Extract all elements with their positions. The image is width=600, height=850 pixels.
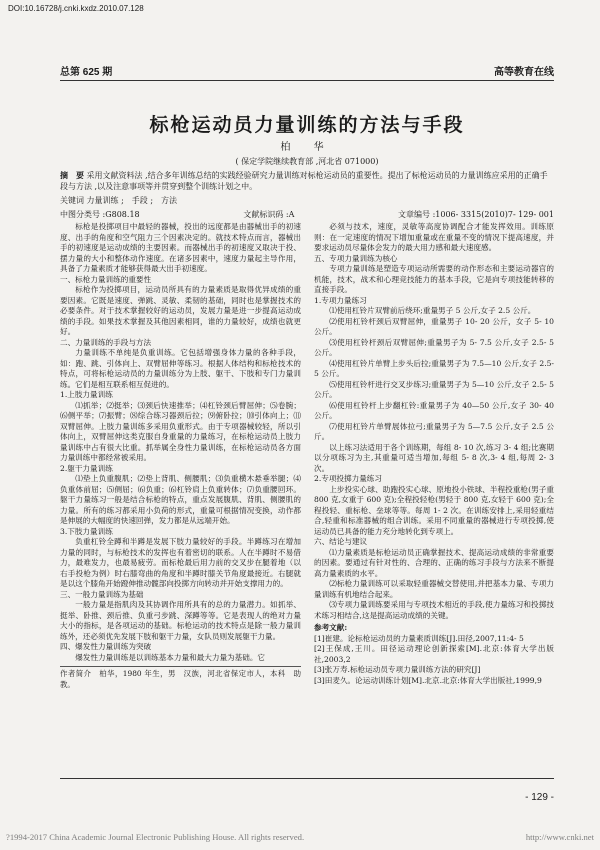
abstract-text: 采用文献资料法 ,结合多年训练总结的实践经验研究力量训练对标枪运动员的重要性。提出了标枪运动员的力量训练应采用的正确手段与方法 ,以及注意事项等并贯穿到整个训练计划之中。 — [60, 171, 548, 191]
paragraph: ⑶专项力量训练要采用与专项技术相近的手段,使力量练习和投掷技术练习相结合,这是提高运动成绩的关键。 — [314, 600, 554, 620]
paragraph: 必须与技术，速度，灵敏等高度协调配合才能发挥效用。训练原则：在一定速度的情况下增加重量或在重量不变的情况下提高速度，并要求运动员尽量体会发力的最大用力感和最大速度感。 — [314, 222, 554, 252]
paragraph: ⑴使用杠铃片双臂前后绕环;重量男子 5 公斤,女子 2.5 公斤。 — [329, 306, 536, 315]
section-heading: 二、力量训练的手段与方法 — [60, 337, 152, 347]
keywords-text: 力量训练 ; 手段 ; 方法 — [86, 196, 178, 205]
paragraph: 一般力量是指肌肉及其协调作用所具有的总的力量潜力。如抓举、挺举、卧推、颈后推、负重弓步跳、深蹲等等。它是表现人的绝对力量大小的指标，是各项运动的基础。标枪运动的技术特点是除一般力量训练外，还必须优先发展下肢和躯干力量，女队员则发展躯干力量。 — [60, 600, 301, 641]
paragraph: 上步投实心球、助跑投实心球、原地投小铁球、半程投重枪(男子重 800 克,女重于 600 克);全程投轻枪(男轻于 800 克,女轻于 600 克);全程投轻、重标枪、垒球等等。每周 1- 2 次。在训练安排上,采用轻重结合,轻重和标准器械的组合训练。采用不同重量的器械进行专项投掷,使运动员已具备的能力充分地转化到专项上。 — [314, 484, 554, 536]
left-column — [60, 222, 301, 724]
paragraph: ⑹使用杠铃杆上步翻杠铃:重量男子为 40—50 公斤,女子 30- 40 公斤。 — [314, 400, 554, 420]
paragraph: ⑴力量素质是标枪运动员正确掌握技术、提高运动成绩的非常重要的因素。要通过有针对性的、合理的、正确的练习手段与方法来不断提高力量素质的水平。 — [314, 547, 554, 578]
reference-item: [3]张万寿.标枪运动员专项力量训练方法的研究[J] — [314, 665, 481, 674]
paragraph: 标枪作为投掷项目，运动员所具有的力量素质是取得优异成绩的重要因素。它既是速度、弹跳、灵敏、柔韧的基础，同时也是掌握技术的必要条件。对于技术掌握较好的运动员，发展力量是进一步提高运动成绩的手段。如果技术掌握及其他因素相同，谁的力量较好，成绩也就更好。 — [60, 285, 301, 336]
paragraph: ⑷使用杠铃片单臂上步头后拉;重量男子为 7.5—10 公斤,女子 2.5- 5 公斤。 — [314, 358, 554, 378]
author-name: 柏 华 — [280, 142, 334, 153]
paragraph: ⑺使用杠铃片单臂展体拉弓;重量男子为 5—7.5 公斤,女子 2.5 公斤。 — [314, 421, 554, 441]
doi-label: DOI:10.16728/j.cnki.kxdz.2010.07.128 — [8, 4, 144, 13]
author-affiliation: ( 保定学院继续教育部 ,河北省 071000) — [235, 157, 379, 166]
keywords — [60, 195, 554, 206]
section-heading: 1.专项力量练习 — [314, 295, 367, 305]
section-heading: 2.躯干力量训练 — [60, 463, 113, 473]
reference-item: [3]田麦久。论运动训练计划[M].北京.北京:体育大学出版社,1999,9 — [314, 675, 542, 685]
paragraph: ⑴抓举；⑵挺举；⑶颈后快速推举；⑷杠铃颈后臂屈伸；⑸卷腕；⑹侧平举；⑺振臂；⑻综合练习器颈后拉；⑼俯卧拉；⑽引体向上；⑾双臂屈伸。上肢力量训练多采用负重形式。由于专项器械较轻，所以引体向上，双臂屈伸这类克服自身重量的力量练习，在标枪运动员上肢力量训练中占有很大比重。抓举属全身性力量训练，在标枪运动员各方面力量训练中都经常被采用。 — [60, 400, 301, 462]
running-header — [60, 62, 554, 78]
paragraph: ⑵使用杠铃杆颈后双臂屈伸，重量男子 10- 20 公斤，女子 5- 10 公斤。 — [314, 316, 554, 336]
reference-item: [1]崔建。论标枪运动员的力量素质训练[J].田径,2007,11:4- 5 — [314, 633, 524, 643]
section-heading: 六、结论与建议 — [314, 537, 368, 546]
copyright-text: ?1994-2017 China Academic Journal Electronic Publishing House. All rights reserved. — [6, 832, 305, 842]
right-column — [314, 222, 554, 724]
section-heading: 五、专项力量训练为核心 — [314, 253, 398, 263]
section-heading: 1.上肢力量训练 — [60, 390, 113, 399]
header-rule — [60, 80, 554, 81]
classification-row — [60, 209, 554, 220]
references-heading: 参考文献: — [314, 623, 348, 632]
copyright-footer — [6, 832, 594, 842]
paragraph: 负重杠铃全蹲和半蹲是发展下肢力量较好的手段。半蹲练习在增加力量的同时，与标枪技术的发挥也有着密切的联系。人在半蹲时不易借力，最难发力，也最易疲劳。而标枪最后用力前的交叉步在腿着地（以右手投枪为例）时右膝弯曲的角度和半蹲时膝关节角度最接近。右腿就是以这个膝角开始蹬伸推动髋部向投掷方向转动并开始支撑用力的。 — [60, 537, 301, 588]
article-number: 文章编号 :1006- 3315(2010)7- 129- 001 — [398, 210, 554, 219]
cnki-url: http://www.cnki.net — [525, 832, 594, 842]
paragraph: 爆发性力量训练是以训练基本力量和最大力量为基础。它 — [75, 652, 266, 662]
paragraph: ⑶使用杠铃杆颈后双臂屈伸;重量男子为 5- 7.5 公斤,女子 2.5- 5 公斤。 — [314, 337, 554, 357]
keywords-label: 关键词 — [60, 196, 84, 205]
page-number: - 129 - — [525, 792, 554, 803]
paragraph: ⑸使用杠铃杆进行交叉步练习;重量男子为 5—10 公斤,女子 2.5- 5 公斤。 — [314, 379, 554, 399]
section-heading: 3.下肢力量训练 — [60, 526, 113, 536]
abstract-label: 摘 要 — [60, 170, 84, 180]
paragraph: 以上练习法适用于各个训练期，每组 8- 10 次,练习 3- 4 组;比赛期以分项练习为主,其重量可适当增加,每组 5- 8 次,3- 4 组,每周 2- 3 次。 — [314, 442, 554, 473]
abstract — [60, 170, 554, 192]
document-code: 文献标识码 :A — [243, 210, 295, 219]
article-title: 标枪运动员力量训练的方法与手段 — [149, 114, 465, 136]
reference-item: [2]王保成,王川。田径运动理论创新探索[M].北京:体育大学出版社,2003,2 — [314, 644, 554, 664]
paragraph: 专项力量训练是塑造专项运动所需要的动作形态和主要运动器官的机能，技术，战术和心理竞技能力的基本手段，它是向专项技能转移的直接手段。 — [314, 264, 554, 294]
paragraph: 标枪是投掷项目中最轻的器械，投出的远度都是由器械出手的初速度、出手的角度和空气阻力三个因素决定的。就技术特点而言，器械出手的初速度是运动成绩的主要因素。而器械出手的初速度又取决于投、摆力量的大小和整体动作速度。在诸多因素中，速度力量起主导作用，具备了力量素质才能够获得最大出手初速度。 — [60, 222, 301, 273]
section-heading: 2.专项投掷力量练习 — [314, 474, 382, 483]
paragraph: 力量训练不单纯是负重训练。它包括增强身体力量的各种手段，如：跑、跳、引体向上、双臂屈伸等练习。根据人体结构和标枪技术的特点，可将标枪运动员的力量训练分为上肢、躯干、下肢和专门力量训练。它们是相互联系相互促进的。 — [60, 348, 301, 389]
journal-name: 高等教育在线 — [494, 66, 554, 78]
section-heading: 一、标枪力量训练的重要性 — [60, 274, 152, 284]
section-heading: 三、一般力量训练为基础 — [60, 589, 144, 599]
footer-rule — [60, 778, 554, 779]
paragraph: ⑴垫上负重腹肌；⑵垫上背肌、侧腰肌；⑶负重横木悬垂举腿；⑷负重体前屈；⑸侧屈；⑹负重；⑹杠铃肩上负重转体；⑺负重腰回环。躯干力量练习一般是结合标枪的特点，重点发展腹肌、背肌、侧腰肌的力量。所有的练习都采用小负荷的形式，重量可根据情况变换，动作都是伸展的大幅度的快速回弹，发力都是从远端开始。 — [60, 474, 301, 525]
section-heading: 四、爆发性力量训练为突破 — [60, 642, 152, 651]
author-note: 作者简介 柏华，1980 年生，男 汉族，河北省保定市人，本科 助教。 — [60, 666, 301, 690]
clc-number: 中图分类号 :G808.18 — [60, 210, 140, 219]
issue-number: 总第 625 期 — [60, 66, 113, 78]
paragraph: ⑵标枪力量训练可以采取轻重器械交替使用,并把基本力量、专项力量训练有机地结合起来。 — [314, 579, 554, 599]
